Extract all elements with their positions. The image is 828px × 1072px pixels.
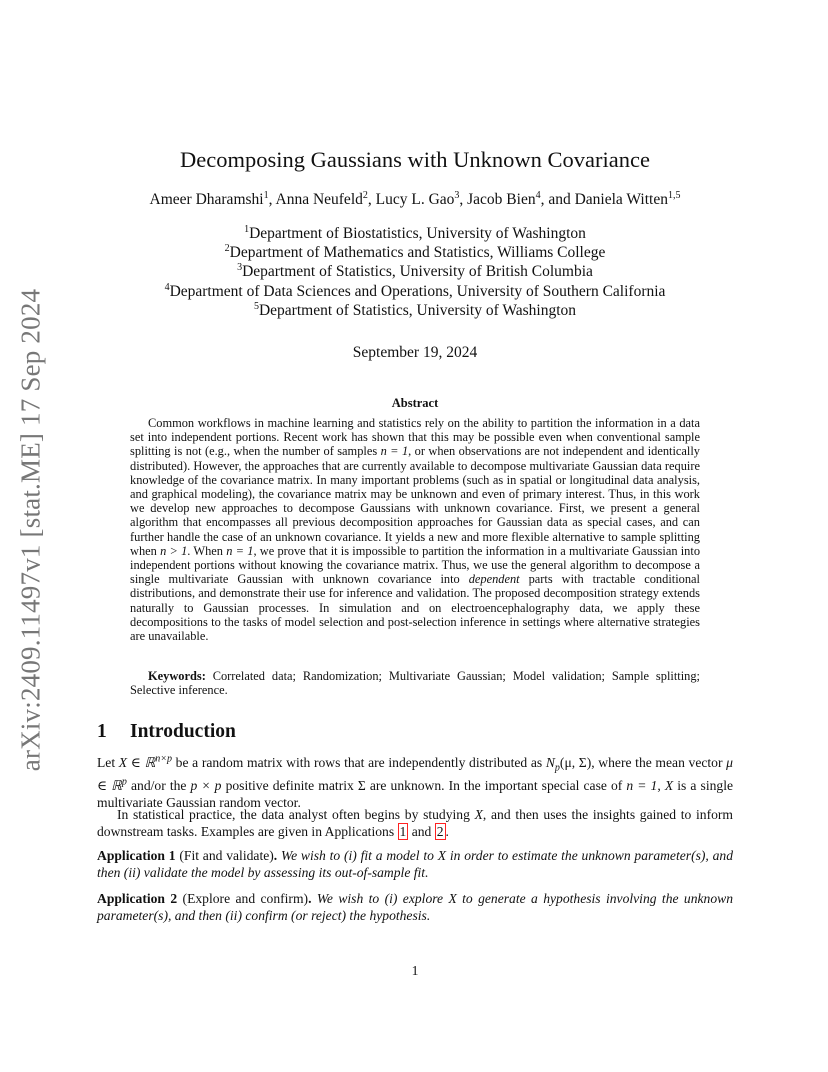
intro-paragraph-1: Let X ∈ ℝ$^{n\times p}$ be a random matrix with rows that are independently distributed as $N_p(\mu$, Σ), where the mean vector μ ∈ ℝ$^p$ and/or the p × p positive definite matrix Σ are unknown. In the important special case of n = 1, X is a single multivariate Gaussian random vector. [97, 753, 734, 811]
intro-paragraph-2: In statistical practice, the data analyst often begins by studying X, and then uses the insights gained to inform downstream tasks. Examples are given in Applications 1 and 2 . [97, 807, 733, 840]
author-name: Jacob Bien [467, 191, 536, 208]
application-1-link[interactable]: 1 [399, 824, 407, 840]
author-list: Ameer Dharamshi$^1$, Anna Neufeld$^2$, Lucy L. Gao$^3$, Jacob Bien$^4$, and Daniela Witten$^{1,5}$ [149, 189, 681, 208]
arxiv-identifier-text: arXiv:2409.11497v1 [stat.ME] 17 Sep 2024 [15, 288, 46, 772]
author-name: Ameer Dharamshi [149, 191, 264, 208]
affiliation: $^3$Department of Statistics, University of British Columbia [237, 262, 593, 281]
author-name: Lucy L. Gao [375, 191, 455, 208]
affiliation: $^2$Department of Mathematics and Statistics, Williams College [224, 243, 606, 262]
author-affil-mark: 4 [535, 189, 541, 201]
author-affil-mark: 2 [362, 189, 368, 201]
abstract-body: Common workflows in machine learning and statistics rely on the ability to partition the information in a data set into independent portions. Recent work has shown that this may be possible even when conventional sample splitting is not (e.g., when the number of samples n = 1, or when observations are not independent and identically distributed). However, the approaches that are currently available to decompose multivariate Gaussian data require knowledge of the covariance matrix. In many important problems (such as in spatial or longitudinal data analysis, and graphical modeling), the covariance matrix may be unknown and even of primary interest. Thus, in this work we develop new approaches to decompose Gaussians with unknown covariance. First, we present a general algorithm that encompasses all previous decomposition approaches for Gaussian data as special cases, and can further handle the case of an unknown covariance. It yields a new and more flexible alternative to sample splitting when n > 1. When n = 1, we prove that it is impossible to partition the information in a multivariate Gaussian into independent portions without knowing the covariance matrix. Thus, we use the general algorithm to decompose a single multivariate Gaussian with unknown covariance into dependent parts with tractable conditional distributions, and demonstrate their use for inference and validation. The proposed decomposition strategy extends naturally to Gaussian processes. In simulation and on electroencephalography data, we apply these decompositions to the tasks of model selection and post-selection inference in settings where alternative strategies are unavailable. [130, 416, 701, 644]
author-affil-mark: 3 [454, 189, 460, 201]
paper-title: Decomposing Gaussians with Unknown Covariance [180, 147, 650, 172]
author-affil-mark: 1 [263, 189, 269, 201]
application-1: Application 1 (Fit and validate). We wish to (i) fit a model to X in order to estimate the unknown parameter(s), and then (ii) validate the model by assessing its out-of-sample fit. [97, 848, 733, 881]
section-title: Introduction [130, 721, 236, 742]
paper-date: September 19, 2024 [352, 344, 478, 361]
affiliation-list [97, 224, 733, 320]
keywords: Keywords: Correlated data; Randomization; Multivariate Gaussian; Model validation; Sample splitting; Selective inference. [130, 669, 700, 698]
author-affil-mark: 1,5 [667, 189, 681, 201]
affiliation: $^5$Department of Statistics, University of Washington [253, 300, 577, 319]
application-2-link[interactable]: 2 [436, 824, 444, 840]
author-name: Daniela Witten [574, 191, 668, 208]
section-heading-introduction [97, 721, 236, 743]
application-2: Application 2 (Explore and confirm). We wish to (i) explore X to generate a hypothesis involving the unknown parameter(s), and then (ii) confirm (or reject) the hypothesis. [97, 891, 733, 924]
page-number: 1 [411, 963, 419, 978]
abstract-heading: Abstract [391, 396, 439, 410]
affiliation: $^4$Department of Data Sciences and Operations, University of Southern California [164, 281, 666, 300]
arxiv-identifier [4, 285, 58, 775]
section-number: 1 [97, 721, 107, 742]
author-name: Anna Neufeld [275, 191, 363, 208]
affiliation: $^1$Department of Biostatistics, University of Washington [244, 223, 586, 242]
keywords-label: Keywords: [148, 669, 206, 683]
